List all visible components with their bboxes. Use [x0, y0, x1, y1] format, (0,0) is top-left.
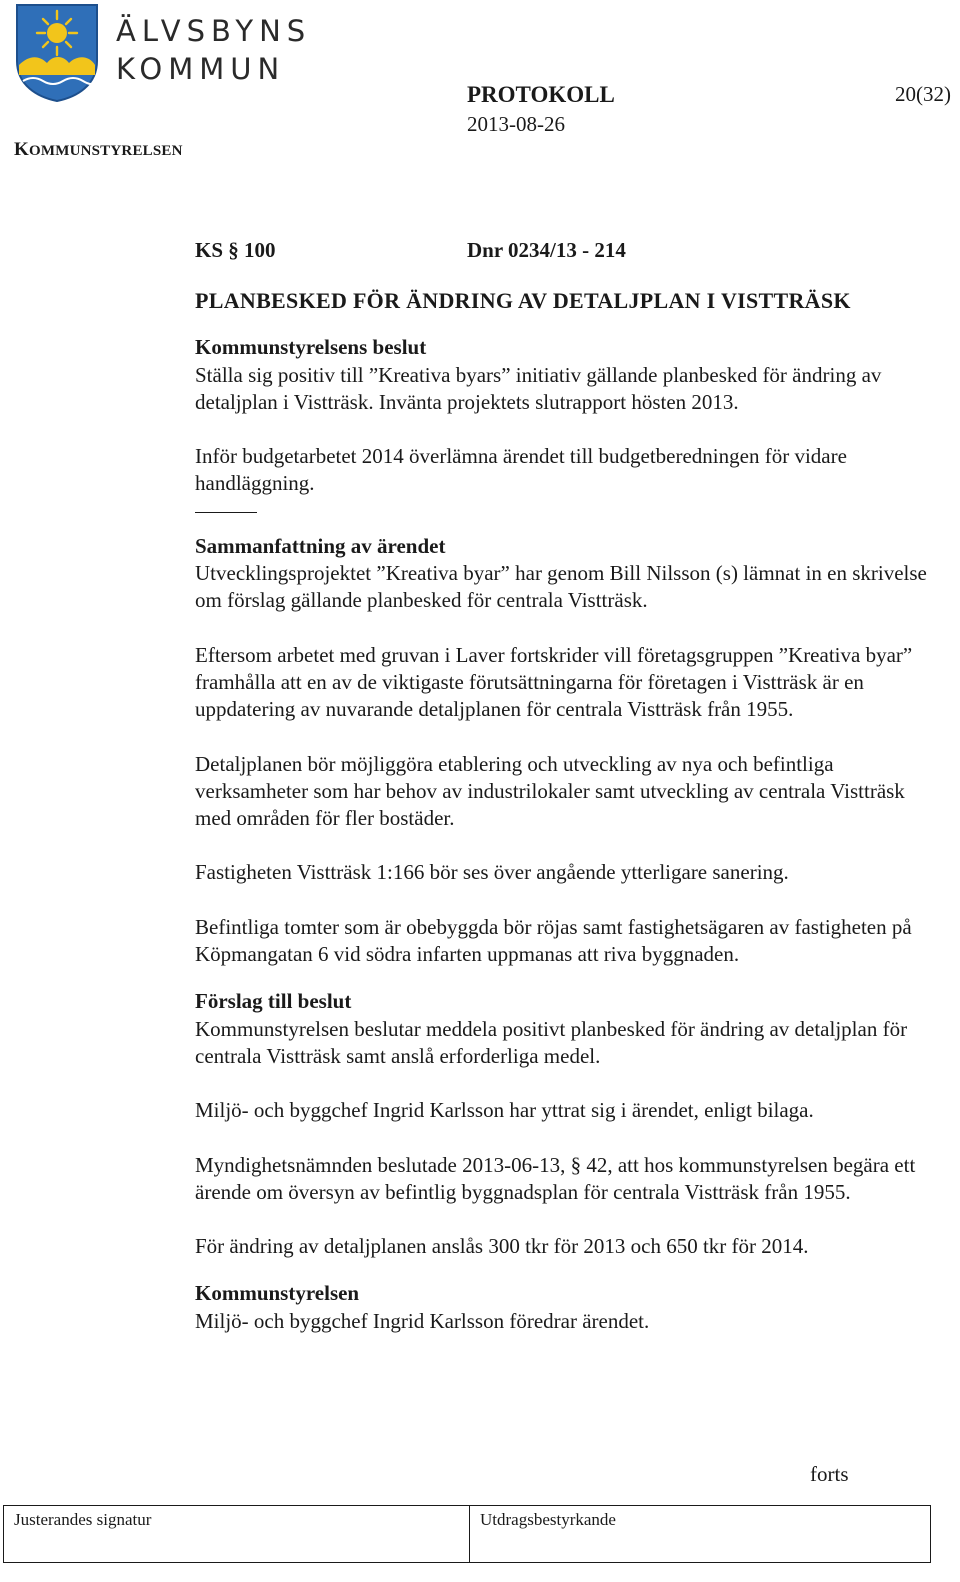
board-heading: Kommunstyrelsen: [195, 1281, 360, 1306]
board-paragraph: Miljö- och byggchef Ingrid Karlsson föredrar ärendet.: [195, 1308, 650, 1333]
summary-heading: Sammanfattning av ärendet: [195, 533, 446, 558]
signature-table: [3, 1505, 931, 1563]
proposal-paragraph: Kommunstyrelsen beslutar meddela positivt planbesked för ändring av detaljplan för centrala Vistträsk samt anslå erforderliga medel.: [195, 1016, 908, 1068]
municipality-name-line1: ÄLVSBYNS: [116, 14, 312, 48]
summary-paragraph: Befintliga tomter som är obebyggda bör röjas samt fastighetsägaren av fastigheten på Köpmangatan 6 vid södra infarten uppmanas att riva byggnaden.: [195, 914, 912, 967]
decision-paragraph: Ställa sig positiv till ”Kreativa byars” initiativ gällande planbesked för ändring av detaljplan i Vistträsk. Invänta projektets slutrapport hösten 2013.: [195, 362, 882, 414]
board-name-initial: K: [14, 139, 29, 160]
signature-field: Justerandes signatur: [4, 1506, 470, 1562]
summary-paragraph: Detaljplanen bör möjliggöra etablering och utveckling av nya och befintliga verksamheter som har behov av industrilokaler samt utveckling av centrala Vistträsk med områden för fler bostäder.: [195, 751, 905, 831]
proposal-paragraph: Myndighetsnämnden beslutade 2013-06-13, § 42, att hos kommunstyrelsen begära ett ärende om översyn av befintlig byggnadsplan för centrala Vistträsk från 1955.: [195, 1152, 916, 1204]
summary-paragraph: Fastigheten Vistträsk 1:166 bör ses över angående ytterligare sanering.: [195, 860, 789, 885]
municipality-name: [116, 12, 311, 88]
board-name-rest: OMMUNSTYRELSEN: [28, 143, 183, 159]
decision-paragraph: Inför budgetarbetet 2014 överlämna ärendet till budgetberedningen för vidare handläggning.: [195, 444, 847, 496]
case-reference: [195, 237, 930, 269]
proposal-paragraph: För ändring av detaljplanen anslås 300 tkr för 2013 och 650 tkr för 2014.: [195, 1234, 809, 1259]
case-number: KS § 100: [195, 238, 276, 262]
case-title: PLANBESKED FÖR ÄNDRING AV DETALJPLAN I VISTTRÄSK: [195, 288, 851, 313]
page-number: 20(32): [895, 82, 951, 106]
municipality-name-line2: KOMMUN: [116, 52, 286, 86]
section-divider: [195, 512, 257, 513]
document-type: PROTOKOLL: [467, 82, 615, 107]
municipality-coat-of-arms-icon: [15, 3, 99, 103]
proposal-paragraph: Miljö- och byggchef Ingrid Karlsson har yttrat sig i ärendet, enligt bilaga.: [195, 1098, 814, 1123]
document-body: [195, 237, 930, 1335]
proposal-heading: Förslag till beslut: [195, 989, 352, 1014]
certification-field: Utdragsbestyrkande: [480, 1510, 616, 1529]
case-dnr: Dnr 0234/13 - 214: [467, 238, 626, 262]
summary-paragraph: Utvecklingsprojektet ”Kreativa byar” har genom Bill Nilsson (s) lämnat in en skrivelse om förslag gällande planbesked för centrala Vistträsk.: [195, 561, 927, 613]
continued-label: forts: [810, 1462, 849, 1486]
summary-paragraph: Eftersom arbetet med gruvan i Laver fortskrider vill företagsgruppen ”Kreativa byar” framhålla att en av de viktigaste förutsättningarna för företagen i Vistträsk är en uppdatering av nuvarande detaljplanen för centrala Vistträsk från 1955.: [195, 642, 913, 722]
board-name: [14, 139, 183, 161]
document-date: 2013-08-26: [467, 112, 565, 136]
decision-heading: Kommunstyrelsens beslut: [195, 335, 427, 360]
